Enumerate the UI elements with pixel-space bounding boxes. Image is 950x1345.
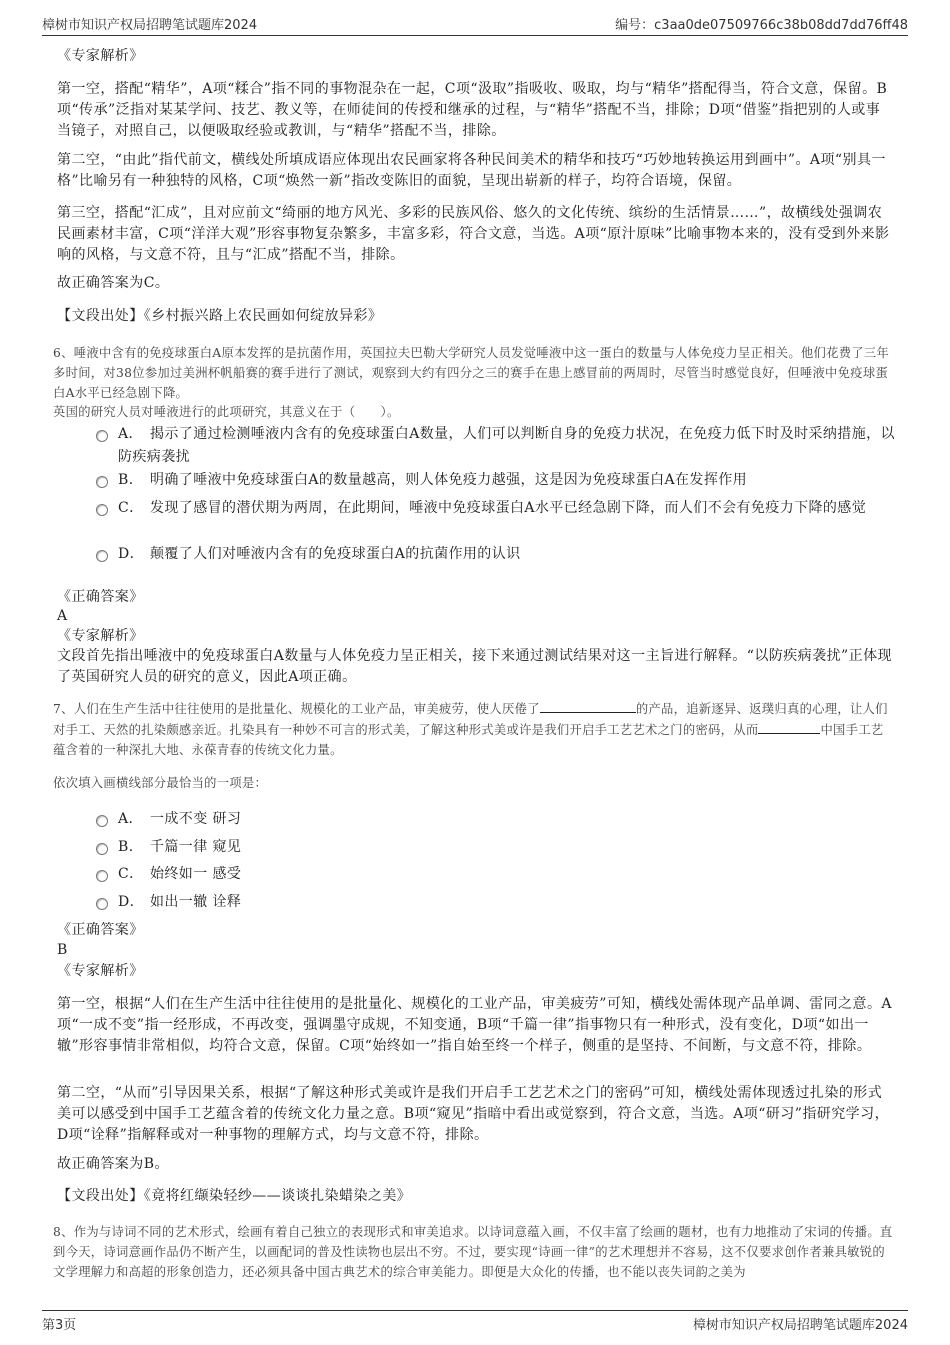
radio-button[interactable] [96, 898, 108, 910]
option-letter: A． [118, 811, 143, 827]
option-text: 发现了感冒的潜伏期为两周，在此期间，唾液中免疫球蛋白A水平已经急剧下降，而人们不会有免疫力下降的感觉 [150, 500, 867, 516]
q7-analysis-label: 《专家解析》 [57, 963, 144, 979]
q6-question: 英国的研究人员对唾液进行的此项研究，其意义在于（ ）。 [53, 405, 400, 419]
fill-blank-1 [540, 698, 636, 713]
footer-divider [42, 1310, 908, 1311]
footer-title: 樟树市知识产权局招聘笔试题库2024 [692, 1318, 908, 1333]
radio-button[interactable] [96, 870, 108, 882]
q7-source: 【文段出处】《竟将红缬染轻纱——谈谈扎染蜡染之美》 [57, 1188, 412, 1204]
q6-option-d[interactable] [96, 543, 896, 566]
option-text: 颠覆了人们对唾液内含有的免疫球蛋白A的抗菌作用的认识 [150, 546, 521, 562]
q7-answer: B [57, 942, 68, 958]
option-text: 如出一辙 诠释 [150, 894, 242, 910]
option-letter: C． [118, 500, 144, 516]
q7-analysis-para2: 第二空，“从而”引导因果关系，根据“了解这种形式美或许是我们开启手工艺艺术之门的密码”可知，横线处需体现透过扎染的形式美可以感受到中国手工艺蕴含着的传统文化力量之意。B项“窥见”指暗中看出或觉察到，符合文意，当选。A项“研习”指研究学习，D项“诠释”指解释或对一种事物的理解方式，均与文意不符，排除。 [57, 1085, 890, 1143]
q7-option-c[interactable] [96, 863, 896, 886]
q6-stem: 6、唾液中含有的免疫球蛋白A原本发挥的是抗菌作用，英国拉夫巴勒大学研究人员发觉唾液中这一蛋白的数量与人体免疫力呈正相关。他们花费了三年多时间，对38位参加过美洲杯帆船赛的赛手进行了测试，观察到大约有四分之三的赛手在患上感冒前的两周时，尽管当时感觉良好，但唾液中免疫球蛋白A水平已经急剧下降。 [53, 346, 890, 400]
q6-answer-label: 《正确答案》 [57, 589, 144, 605]
q6-analysis: 文段首先指出唾液中的免疫球蛋白A数量与人体免疫力呈正相关，接下来通过测试结果对这一主旨进行解释。“以防疾病袭扰”正体现了英国研究人员的研究的意义，因此A项正确。 [57, 648, 892, 685]
option-text: 揭示了通过检测唾液内含有的免疫球蛋白A数量，人们可以判断自身的免疫力状况，在免疫力低下时及时采纳措施，以防疾病袭扰 [118, 426, 895, 465]
q7-stem-part3: 中国手工艺蕴含着的一种深扎大地、永葆青春的传统文化力量。 [53, 723, 884, 757]
q6-option-c[interactable] [96, 497, 896, 520]
q5-conclusion: 故正确答案为C。 [57, 275, 170, 291]
option-letter: B． [118, 472, 144, 488]
q6-analysis-label: 《专家解析》 [57, 628, 144, 644]
q7-stem-part1: 7、人们在生产生活中往往使用的是批量化、规模化的工业产品，审美疲劳，使人厌倦了 [53, 702, 540, 716]
option-letter: A． [118, 426, 143, 442]
page-number: 第3页 [42, 1318, 77, 1333]
radio-button[interactable] [96, 476, 108, 488]
header-divider [42, 35, 908, 36]
header-code: 编号：c3aa0de07509766c38b08dd7dd76ff48 [615, 18, 908, 33]
q7-analysis-para1: 第一空，根据“人们在生产生活中往往使用的是批量化、规模化的工业产品，审美疲劳”可知，横线处需体现产品单调、雷同之意。A项“一成不变”指一经形成，不再改变，强调墨守成规，不知变通，B项“千篇一律”指事物只有一种形式，没有变化，D项“如出一辙”形容事情非常相似，均符合文意，保留。C项“始终如一”指自始至终一个样子，侧重的是坚持、不间断，与文意不符，排除。 [57, 996, 892, 1054]
q7-question: 依次填入画横线部分最恰当的一项是： [53, 776, 268, 790]
q7-stem-part2: 的产品，追新逐异、返璞归真的心理，让人们对手工、天然的扎染颇感亲近。扎染具有一种妙不可言的形式美，了解这种形式美或许是我们开启手工艺艺术之门的密码，从而 [53, 702, 888, 737]
option-letter: D． [118, 546, 145, 562]
q6-option-b[interactable] [96, 469, 896, 492]
radio-button[interactable] [96, 550, 108, 562]
q8-stem: 8、作为与诗词不同的艺术形式，绘画有着自己独立的表现形式和审美追求。以诗词意蕴入画，不仅丰富了绘画的题材，也有力地推动了宋词的传播。直到今天，诗词意画作品仍不断产生，以画配词的普及性读物也层出不穷。不过，要实现“诗画一律”的艺术理想并不容易，这不仅要求创作者兼具敏锐的文学理解力和高超的形象创造力，还必须具备中国古典艺术的综合审美能力。即便是大众化的传播，也不能以丧失词韵之美为 [53, 1225, 893, 1279]
page-header [42, 14, 908, 34]
q6-option-a[interactable] [96, 423, 896, 469]
q6-answer: A [57, 608, 68, 624]
radio-button[interactable] [96, 504, 108, 516]
radio-button[interactable] [96, 843, 108, 855]
radio-button[interactable] [96, 430, 108, 442]
q5-analysis-label: 《专家解析》 [57, 48, 144, 64]
q5-analysis-para2: 第二空，“由此”指代前文，横线处所填成语应体现出农民画家将各种民间美术的精华和技巧“巧妙地转换运用到画中”。A项“别具一格”比喻另有一种独特的风格，C项“焕然一新”指改变陈旧的面貌，呈现出崭新的样子，均符合语境，保留。 [57, 152, 886, 189]
q5-source: 【文段出处】《乡村振兴路上农民画如何绽放异彩》 [57, 308, 383, 324]
option-text: 明确了唾液中免疫球蛋白A的数量越高，则人体免疫力越强，这是因为免疫球蛋白A在发挥作用 [150, 472, 748, 488]
header-title: 樟树市知识产权局招聘笔试题库2024 [42, 18, 258, 33]
q7-option-a[interactable] [96, 808, 896, 831]
option-letter: B． [118, 839, 144, 855]
q7-stem [53, 698, 895, 760]
q5-analysis-para3: 第三空，搭配“汇成”，且对应前文“绮丽的地方风光、多彩的民族风俗、悠久的文化传统、缤纷的生活情景……”，故横线处强调农民画素材丰富，C项“洋洋大观”形容事物复杂繁多，丰富多彩，符合文意，当选。A项“原汁原味”比喻事物本来的，没有受到外来影响的风格，与文意不符，且与“汇成”搭配不当，排除。 [57, 205, 890, 263]
q7-option-d[interactable] [96, 891, 896, 914]
option-letter: D． [118, 894, 145, 910]
q7-conclusion: 故正确答案为B。 [57, 1156, 169, 1172]
option-text: 一成不变 研习 [150, 811, 242, 827]
option-letter: C． [118, 866, 144, 882]
fill-blank-2 [758, 719, 820, 734]
q7-answer-label: 《正确答案》 [57, 922, 144, 938]
q7-option-b[interactable] [96, 836, 896, 859]
page-footer [42, 1314, 908, 1334]
q5-analysis-para1: 第一空，搭配“精华”，A项“糅合”指不同的事物混杂在一起，C项“汲取”指吸收、吸取，均与“精华”搭配得当，符合文意，保留。B项“传承”泛指对某某学问、技艺、教义等，在师徒间的传授和继承的过程，与“精华”搭配不当，排除；D项“借鉴”指把别的人或事当镜子，对照自己，以便吸取经验或教训，与“精华”搭配不当，排除。 [57, 81, 888, 139]
option-text: 始终如一 感受 [150, 866, 242, 882]
option-text: 千篇一律 窥见 [150, 839, 242, 855]
radio-button[interactable] [96, 815, 108, 827]
